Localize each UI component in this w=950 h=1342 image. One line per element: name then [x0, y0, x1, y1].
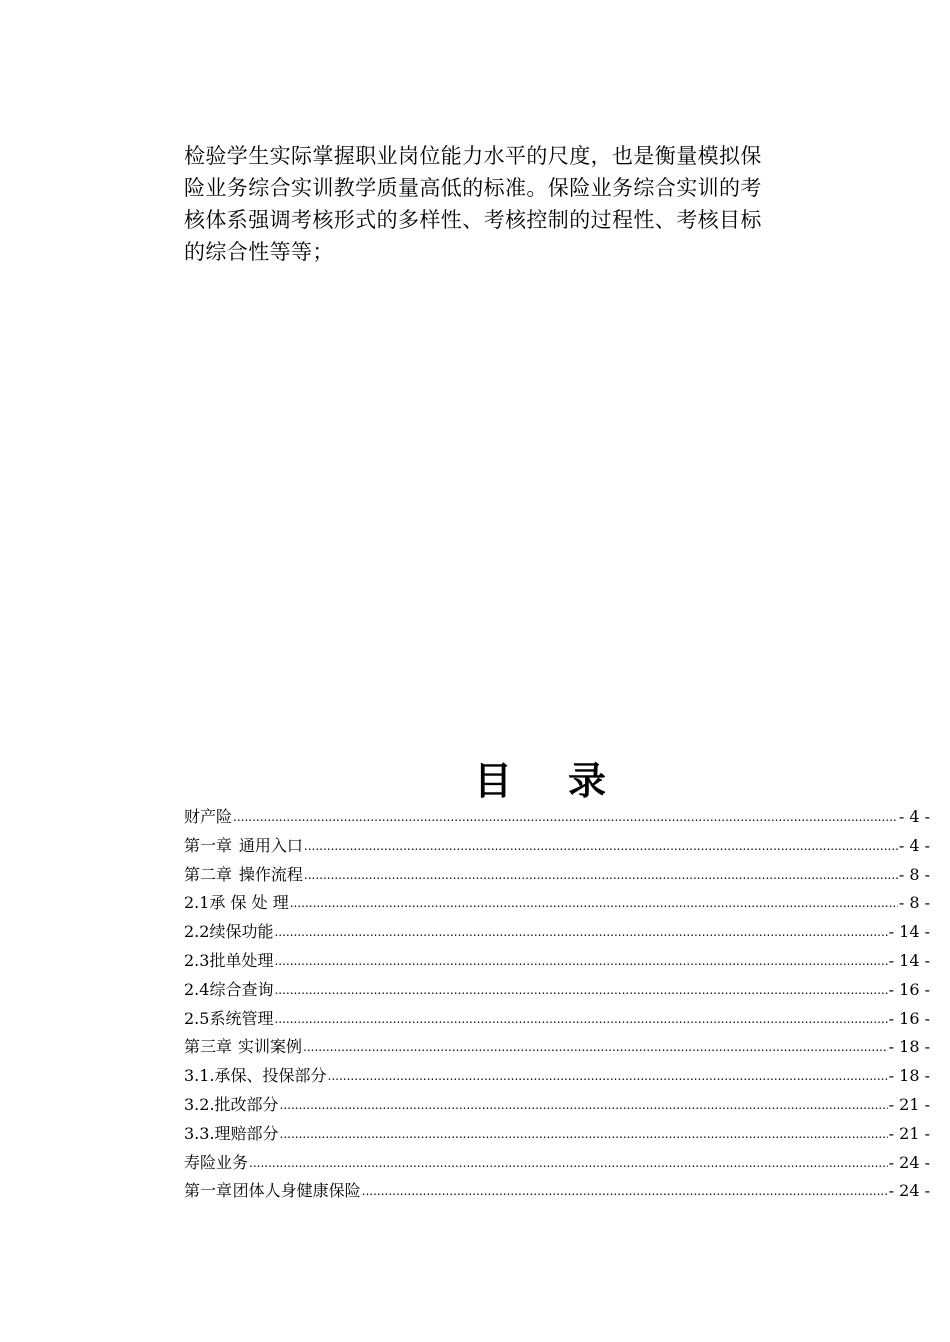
toc-entry[interactable] [184, 1120, 930, 1149]
toc-entry-page: - 16 - [888, 1008, 930, 1028]
toc-entry-label: 寿险业务 [184, 1152, 249, 1172]
toc-leader-dots [303, 1033, 888, 1062]
toc-entry-number: 2.4 [184, 979, 210, 999]
toc-entry-label: 综合查询 [209, 979, 274, 999]
toc-entry-label: 续保功能 [209, 922, 274, 942]
toc-entry-label: 批单处理 [209, 950, 274, 970]
toc-entry-number: 2.2 [184, 922, 210, 942]
toc-entry-label: 系统管理 [209, 1008, 274, 1028]
toc-entry-page: - 8 - [898, 893, 930, 913]
toc-entry-label: 实训案例 [238, 1037, 303, 1057]
toc-entry-page: - 21 - [888, 1094, 930, 1114]
toc-leader-dots [280, 1120, 888, 1149]
toc-entry-page: - 21 - [888, 1123, 930, 1143]
toc-entry-label: 通用入口 [238, 835, 303, 855]
toc-entry-label: 承 保 处 理 [209, 893, 289, 913]
toc-leader-dots [274, 976, 887, 1005]
toc-leader-dots [249, 1149, 888, 1178]
toc-entry-number: 2.1 [184, 893, 210, 913]
toc-entry-number: 2.5 [184, 1008, 210, 1028]
toc-leader-dots [304, 832, 898, 861]
toc-entry[interactable] [184, 861, 930, 890]
paragraph-line: 核体系强调考核形式的多样性、考核控制的过程性、考核目标 [184, 208, 762, 232]
toc-entry[interactable] [184, 1177, 930, 1206]
toc-leader-dots [233, 803, 898, 832]
toc-entry-page: - 14 - [888, 950, 930, 970]
toc-entry-number: 3.1. [184, 1066, 215, 1086]
toc-entry-page: - 14 - [888, 922, 930, 942]
toc-entry[interactable] [184, 1062, 930, 1091]
toc-entry-number: 第一章 [184, 1181, 233, 1201]
toc-entry-page: - 24 - [888, 1181, 930, 1201]
toc-entry-page: - 4 - [898, 807, 930, 826]
toc-entry-label: 团体人身健康保险 [232, 1181, 361, 1201]
toc-entry-page: - 18 - [888, 1037, 930, 1057]
toc-entry-number: 第三章 [184, 1037, 233, 1057]
toc-entry-page: - 4 - [898, 835, 930, 855]
toc-entry-page: - 18 - [888, 1066, 930, 1086]
toc-entry-page: - 16 - [888, 979, 930, 999]
toc-entry-number: 2.3 [184, 950, 210, 970]
toc-entry-number: 3.3. [184, 1123, 215, 1143]
toc-entry[interactable] [184, 1149, 930, 1178]
toc-leader-dots [290, 889, 898, 918]
paragraph-line: 险业务综合实训教学质量高低的标准。保险业务综合实训的考 [184, 176, 762, 200]
toc-entry-label: 财产险 [184, 807, 233, 826]
toc-leader-dots [274, 918, 887, 947]
toc-entry-number: 3.2. [184, 1094, 215, 1114]
toc-leader-dots [274, 1005, 887, 1034]
toc-entry[interactable] [184, 976, 930, 1005]
toc-entry-page: - 8 - [898, 864, 930, 884]
table-of-contents [184, 803, 930, 1206]
toc-entry[interactable] [184, 918, 930, 947]
toc-title-char: 录 [568, 758, 607, 803]
toc-entry[interactable] [184, 947, 930, 976]
toc-entry-label: 承保、投保部分 [214, 1066, 327, 1086]
toc-leader-dots [280, 1091, 888, 1120]
toc-leader-dots [362, 1177, 888, 1206]
toc-leader-dots [274, 947, 887, 976]
toc-entry-label: 操作流程 [238, 864, 303, 884]
toc-entry-number: 第二章 [184, 864, 233, 884]
toc-entry-number: 第一章 [184, 835, 233, 855]
toc-entry[interactable] [184, 1005, 930, 1034]
paragraph-line: 的综合性等等； [184, 240, 334, 264]
toc-entry[interactable] [184, 1033, 930, 1062]
toc-entry-label: 批改部分 [214, 1094, 279, 1114]
toc-entry[interactable] [184, 889, 930, 918]
toc-entry-page: - 24 - [888, 1152, 930, 1172]
toc-entry[interactable] [184, 832, 930, 861]
toc-title-char: 目 [473, 758, 512, 803]
toc-title [0, 750, 950, 805]
toc-entry-label: 理赔部分 [214, 1123, 279, 1143]
toc-leader-dots [328, 1062, 888, 1091]
toc-entry[interactable] [184, 803, 930, 832]
body-paragraph [184, 140, 784, 268]
paragraph-line: 检验学生实际掌握职业岗位能力水平的尺度，也是衡量模拟保 [184, 144, 762, 168]
toc-leader-dots [304, 861, 898, 890]
toc-entry[interactable] [184, 1091, 930, 1120]
